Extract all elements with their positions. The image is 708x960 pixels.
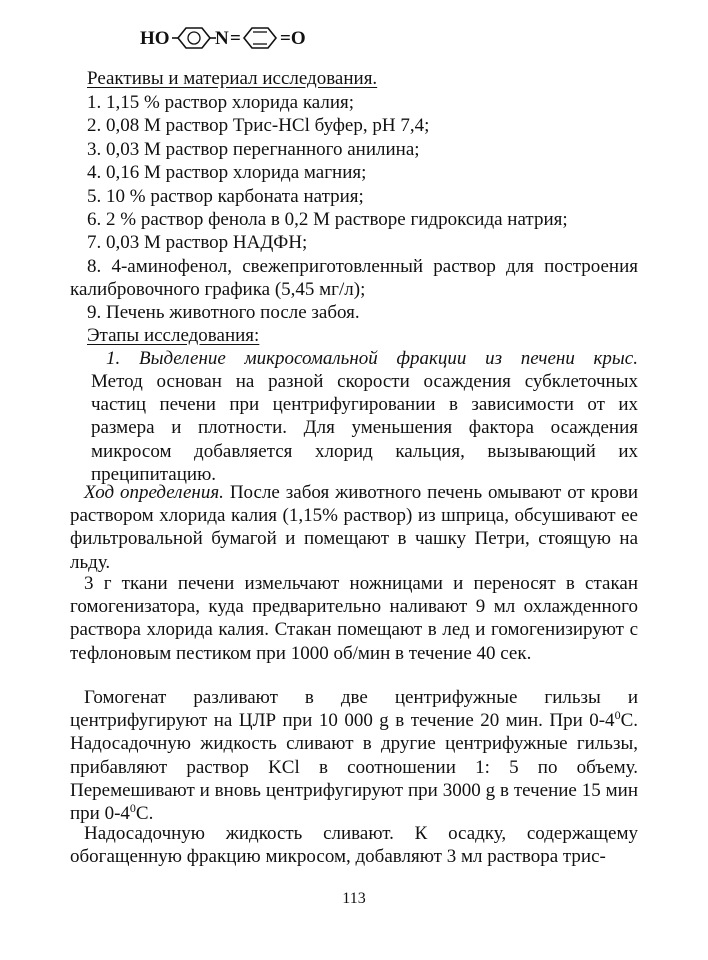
centrifugation-text-a: Гомогенат разливают в две центрифужные гильзы и центрифугируют на ЦЛР при 10 000 g в течение 20 мин. При 0-4: [70, 687, 638, 732]
procedure-text: После забоя животного печень омывают от крови раствором хлорида калия (1,15% раствор) из шприца, обсушивают ее фильтровальной бумагой и помещают в чашку Петри, стоящую на льду.: [70, 482, 639, 573]
formula-ho: HO: [140, 28, 170, 49]
centrifugation-text-b: С. Надосадочную жидкость сливают в другие центрифужные гильзы, прибавляют раствор KCl в соотношении 1: 5 по объему. Перемешивают и вновь центрифугируют при 3000 g в течение 15 мин при 0-4: [70, 710, 638, 825]
formula-oxo: =O: [280, 28, 306, 49]
reagent-item-9: 9. Печень животного после забоя.: [87, 302, 360, 323]
reagent-item-8: 8. 4-аминофенол, свежеприготовленный раствор для построения калибровочного графика (5,45 мг/л);: [70, 256, 638, 301]
stage-1-description: Метод основан на разной скорости осаждения субклеточных частиц печени при центрифугировании в зависимости от их размера и плотности. Для уменьшения фактора осаждения микросом добавляется хлорид кальция, вызывающий их преципитацию.: [91, 371, 638, 485]
stages-heading: Этапы исследования:: [87, 325, 260, 346]
paragraph-supernatant: Надосадочную жидкость сливают. К осадку, содержащему обогащенную фракцию микросом, добавляют 3 мл раствора трис-: [70, 823, 638, 868]
formula-eq: =: [230, 28, 241, 49]
reagent-item: 2. 0,08 М раствор Трис-HCl буфер, рН 7,4;: [87, 115, 430, 136]
formula-n: N: [215, 28, 229, 49]
degree-superscript: 0: [129, 801, 136, 816]
benzene-ring-icon: [178, 28, 210, 48]
paragraph-centrifugation: [70, 686, 638, 825]
reagent-item: 5. 10 % раствор карбоната натрия;: [87, 186, 364, 207]
chemical-formula: [140, 20, 360, 56]
reagent-item: 1. 1,15 % раствор хлорида калия;: [87, 92, 355, 113]
stage-1-title: 1. Выделение микросомальной фракции из печени крыс.: [106, 348, 638, 369]
page-number: 113: [342, 890, 366, 907]
centrifugation-text-c: С.: [135, 803, 154, 825]
quinone-ring-icon: [244, 28, 276, 48]
paragraph-procedure: [70, 481, 638, 574]
reagents-heading: Реактивы и материал исследования.: [87, 68, 378, 89]
paragraph-homogenization: 3 г ткани печени измельчают ножницами и переносят в стакан гомогенизатора, куда предварительно наливают 9 мл охлажденного раствора хлорида калия. Стакан помещают в лед и гомогенизируют с тефлоновым пестиком при 1000 об/мин в течение 40 сек.: [70, 573, 638, 664]
reagent-item: 6. 2 % раствор фенола в 0,2 М растворе гидроксида натрия;: [87, 209, 568, 230]
reagent-item: 3. 0,03 М раствор перегнанного анилина;: [87, 139, 420, 160]
degree-superscript: 0: [614, 708, 621, 723]
reagent-item: 4. 0,16 М раствор хлорида магния;: [87, 162, 367, 183]
reagent-item: 7. 0,03 М раствор НАДФН;: [87, 232, 308, 253]
procedure-lead: Ход определения.: [84, 482, 224, 503]
